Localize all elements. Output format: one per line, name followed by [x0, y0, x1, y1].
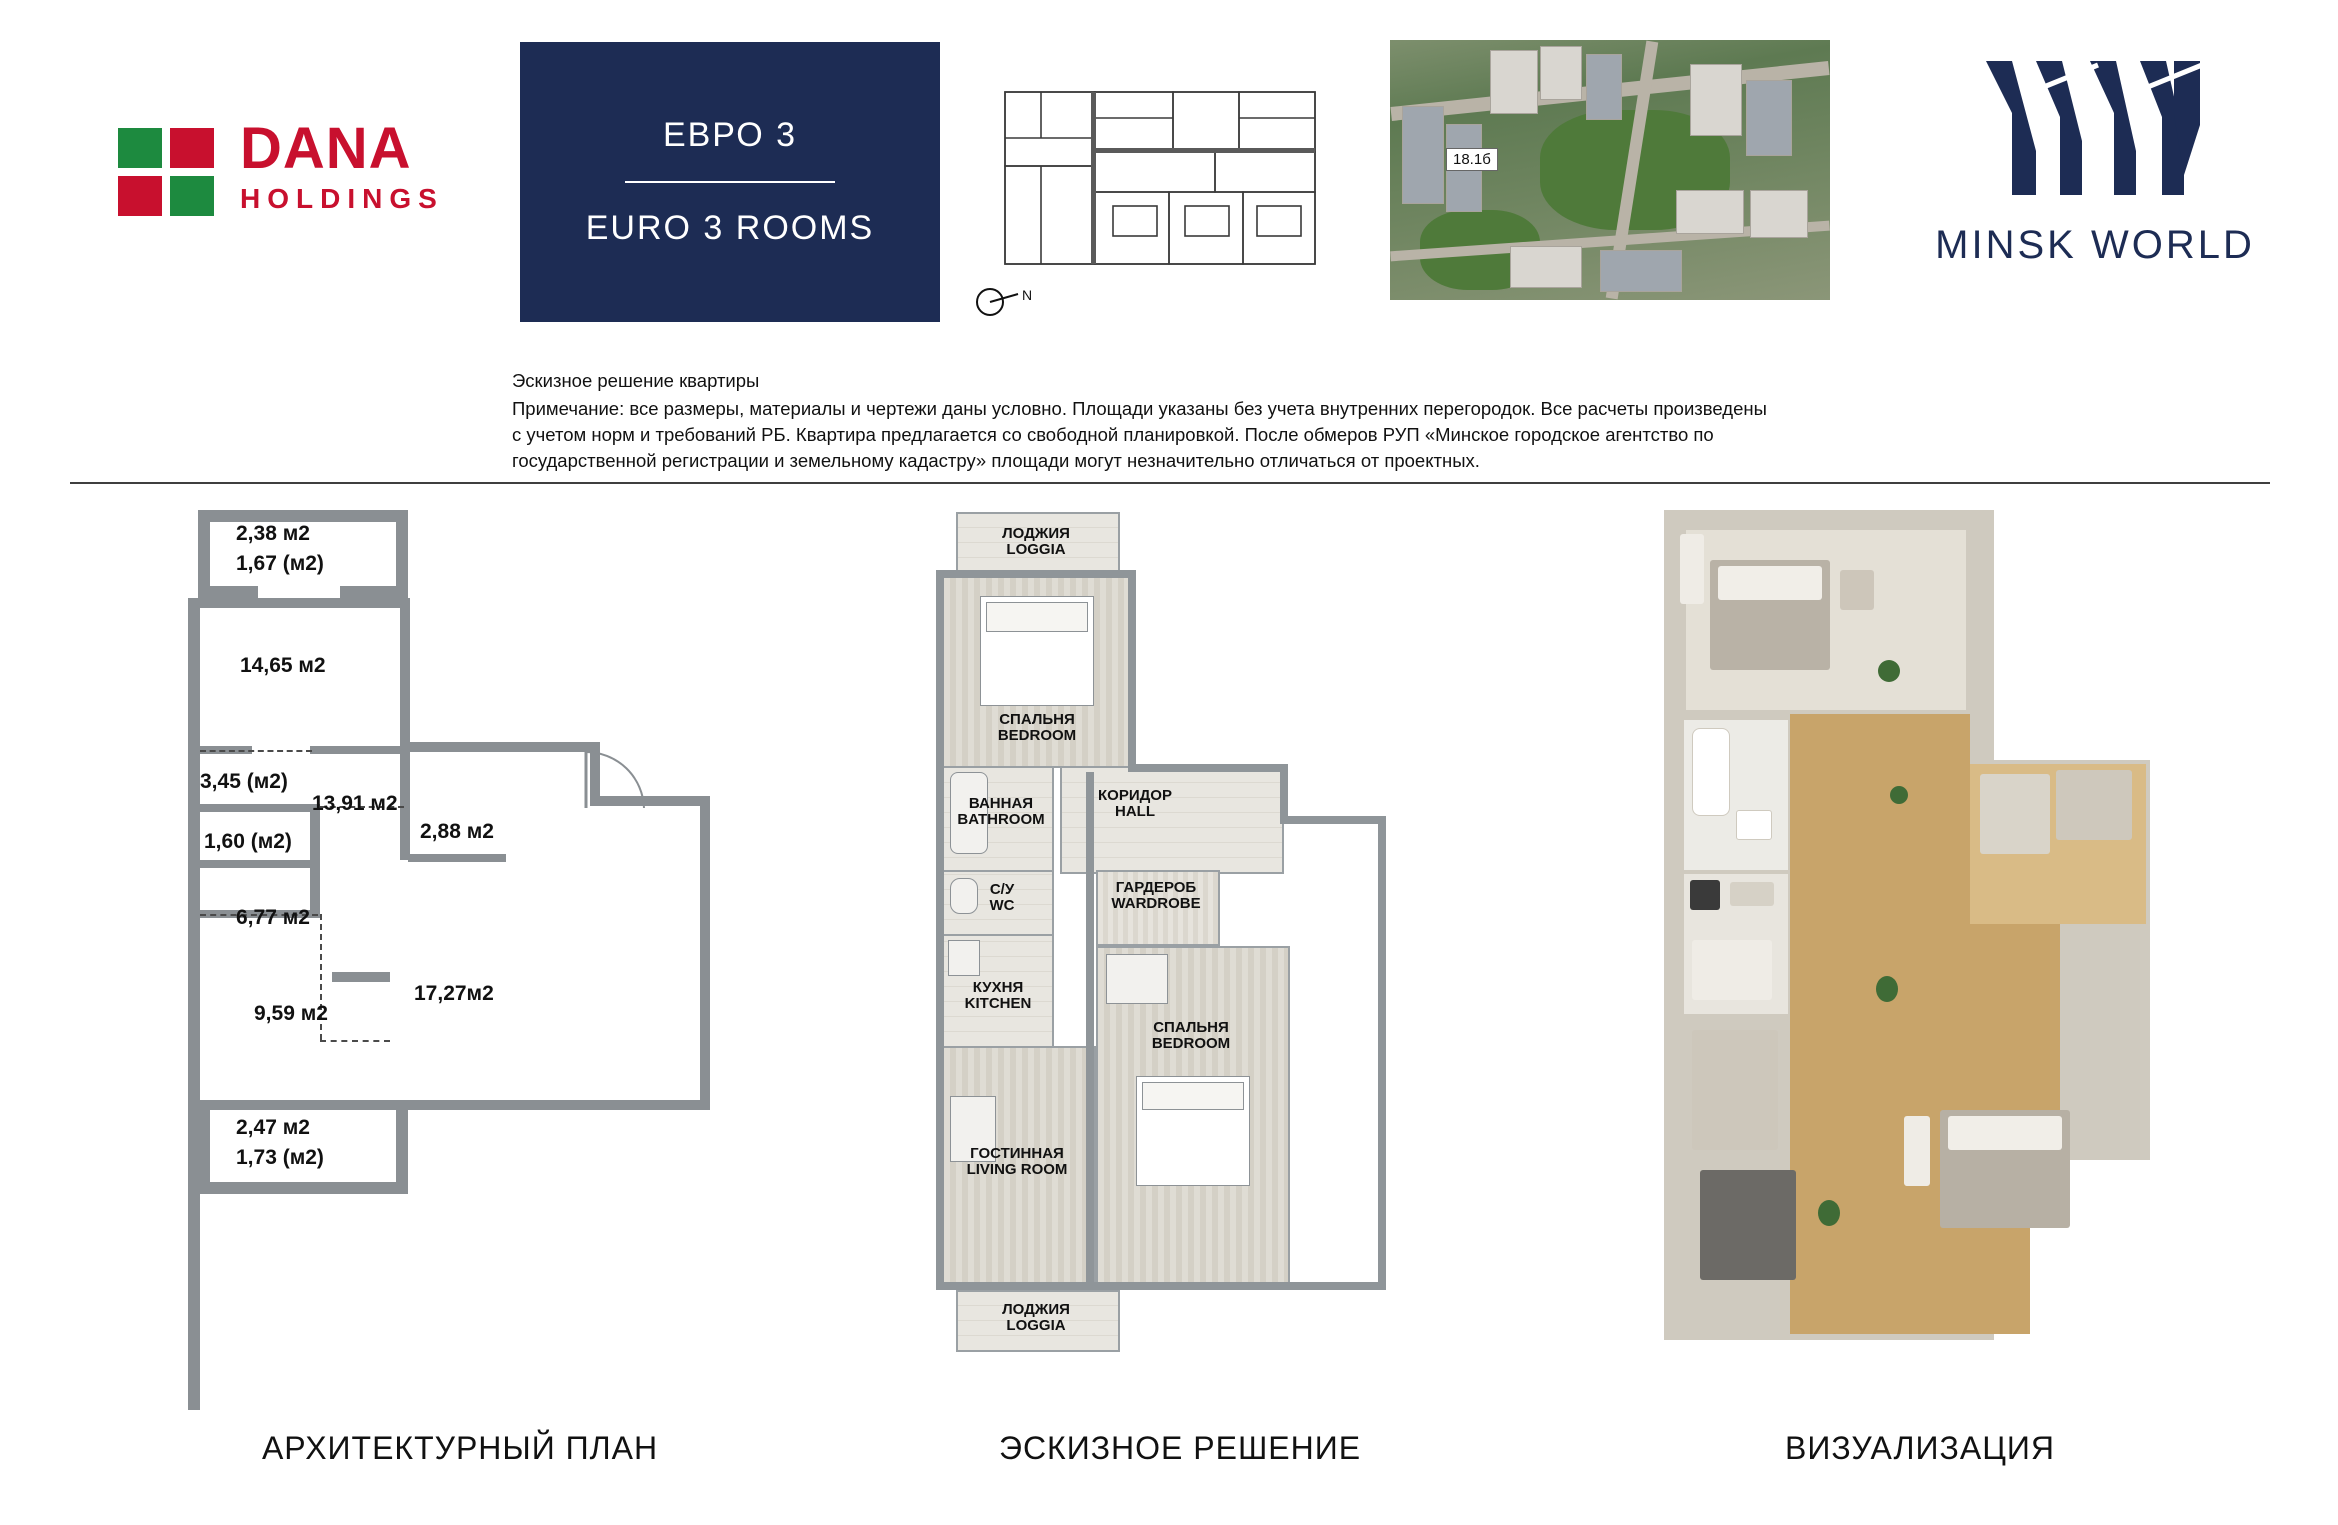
sketch-label-kitchen-en: KITCHEN [964, 995, 1032, 1012]
minsk-world-wordmark: MINSK WORLD [1935, 223, 2255, 267]
visualization-render [1640, 510, 2200, 1410]
disclaimer-note [512, 368, 2272, 474]
sketch-label-hall-ru: КОРИДОР [1098, 787, 1172, 804]
minsk-world-logo [1930, 55, 2260, 305]
area-bathroom: 3,45 (м2) [200, 770, 288, 793]
sketch-label-wardrobe-en: WARDROBE [1111, 895, 1201, 912]
area-wardrobe: 2,88 м2 [420, 820, 494, 843]
sketch-label-loggia-top-en: LOGGIA [1006, 541, 1066, 558]
caption-visualization: ВИЗУАЛИЗАЦИЯ [1785, 1430, 2055, 1466]
note-line-1: Эскизное решение квартиры [512, 370, 760, 391]
dana-holdings-logo [118, 116, 498, 230]
sketch-label-bedroom-top-ru: СПАЛЬНЯ [999, 711, 1075, 728]
area-loggia-bottom: 2,47 м2 [236, 1116, 310, 1139]
title-en: EURO 3 ROOMS [585, 209, 875, 247]
area-loggia-bottom-net: 1,73 (м2) [236, 1146, 324, 1169]
aerial-photo [1390, 40, 1830, 300]
sketch-label-wardrobe-ru: ГАРДЕРОБ [1115, 879, 1197, 896]
architectural-plan [180, 510, 740, 1410]
sketch-label-wc-en: WC [989, 897, 1015, 914]
title-divider [625, 181, 835, 183]
sketch-label-loggia-bottom-en: LOGGIA [1006, 1317, 1066, 1334]
dana-name: DANA [240, 116, 412, 181]
sketch-label-bedroom-bottom-en: BEDROOM [1151, 1035, 1231, 1052]
building-key-plan [995, 78, 1325, 278]
dana-wordmark [240, 116, 444, 216]
sketch-label-bathroom-ru: ВАННАЯ [968, 795, 1034, 812]
caption-architectural: АРХИТЕКТУРНЫЙ ПЛАН [261, 1430, 659, 1466]
sketch-label-hall-en: HALL [1115, 803, 1155, 820]
title-ru: ЕВРО 3 [662, 116, 798, 154]
sketch-label-bathroom-en: BATHROOM [957, 811, 1045, 828]
area-wc: 1,60 (м2) [204, 830, 292, 853]
note-line-3: с учетом норм и требований РБ. Квартира предлагается со свободной планировкой. После обмеров РУП «Минское городское агентство по [512, 424, 1714, 445]
area-loggia-top: 2,38 м2 [236, 522, 310, 545]
sheet-header [0, 0, 2338, 471]
title-box [520, 42, 940, 322]
dana-subtitle: HOLDINGS [240, 183, 444, 214]
aerial-marker-label: 18.1б [1446, 148, 1498, 171]
sketch-label-loggia-bottom-ru: ЛОДЖИЯ [1002, 1301, 1070, 1318]
sketch-label-wc-ru: С/У [989, 881, 1015, 898]
header-divider [70, 482, 2270, 484]
sketch-label-bedroom-bottom-ru: СПАЛЬНЯ [1153, 1019, 1229, 1036]
plans-row [0, 500, 2338, 1525]
svg-text:N: N [1022, 287, 1033, 303]
sketch-label-loggia-top-ru: ЛОДЖИЯ [1002, 525, 1070, 542]
area-bedroom-bottom: 9,59 м2 [254, 1002, 328, 1025]
area-bedroom-top: 14,65 м2 [240, 654, 326, 677]
compass-icon [970, 282, 1040, 322]
mw-monogram-icon [1978, 55, 2208, 205]
sketch-label-living-en: LIVING ROOM [966, 1161, 1068, 1178]
sketch-label-living-ru: ГОСТИННАЯ [970, 1145, 1064, 1162]
sketch-label-kitchen-ru: КУХНЯ [972, 979, 1024, 996]
note-line-4: государственной регистрации и земельному кадастру» площади могут незначительно отличаться от проектных. [512, 450, 1480, 471]
dana-squares-icon [118, 128, 226, 220]
area-hall: 13,91 м2 [312, 792, 398, 815]
sketch-label-bedroom-top-en: BEDROOM [997, 727, 1077, 744]
sketch-plan [900, 510, 1460, 1410]
area-living-room: 17,27м2 [414, 982, 494, 1005]
area-loggia-top-net: 1,67 (м2) [236, 552, 324, 575]
area-kitchen: 6,77 м2 [236, 906, 310, 929]
caption-sketch: ЭСКИЗНОЕ РЕШЕНИЕ [998, 1430, 1362, 1466]
note-line-2: Примечание: все размеры, материалы и чертежи даны условно. Площади указаны без учета внутренних перегородок. Все расчеты произведены [512, 398, 1767, 419]
